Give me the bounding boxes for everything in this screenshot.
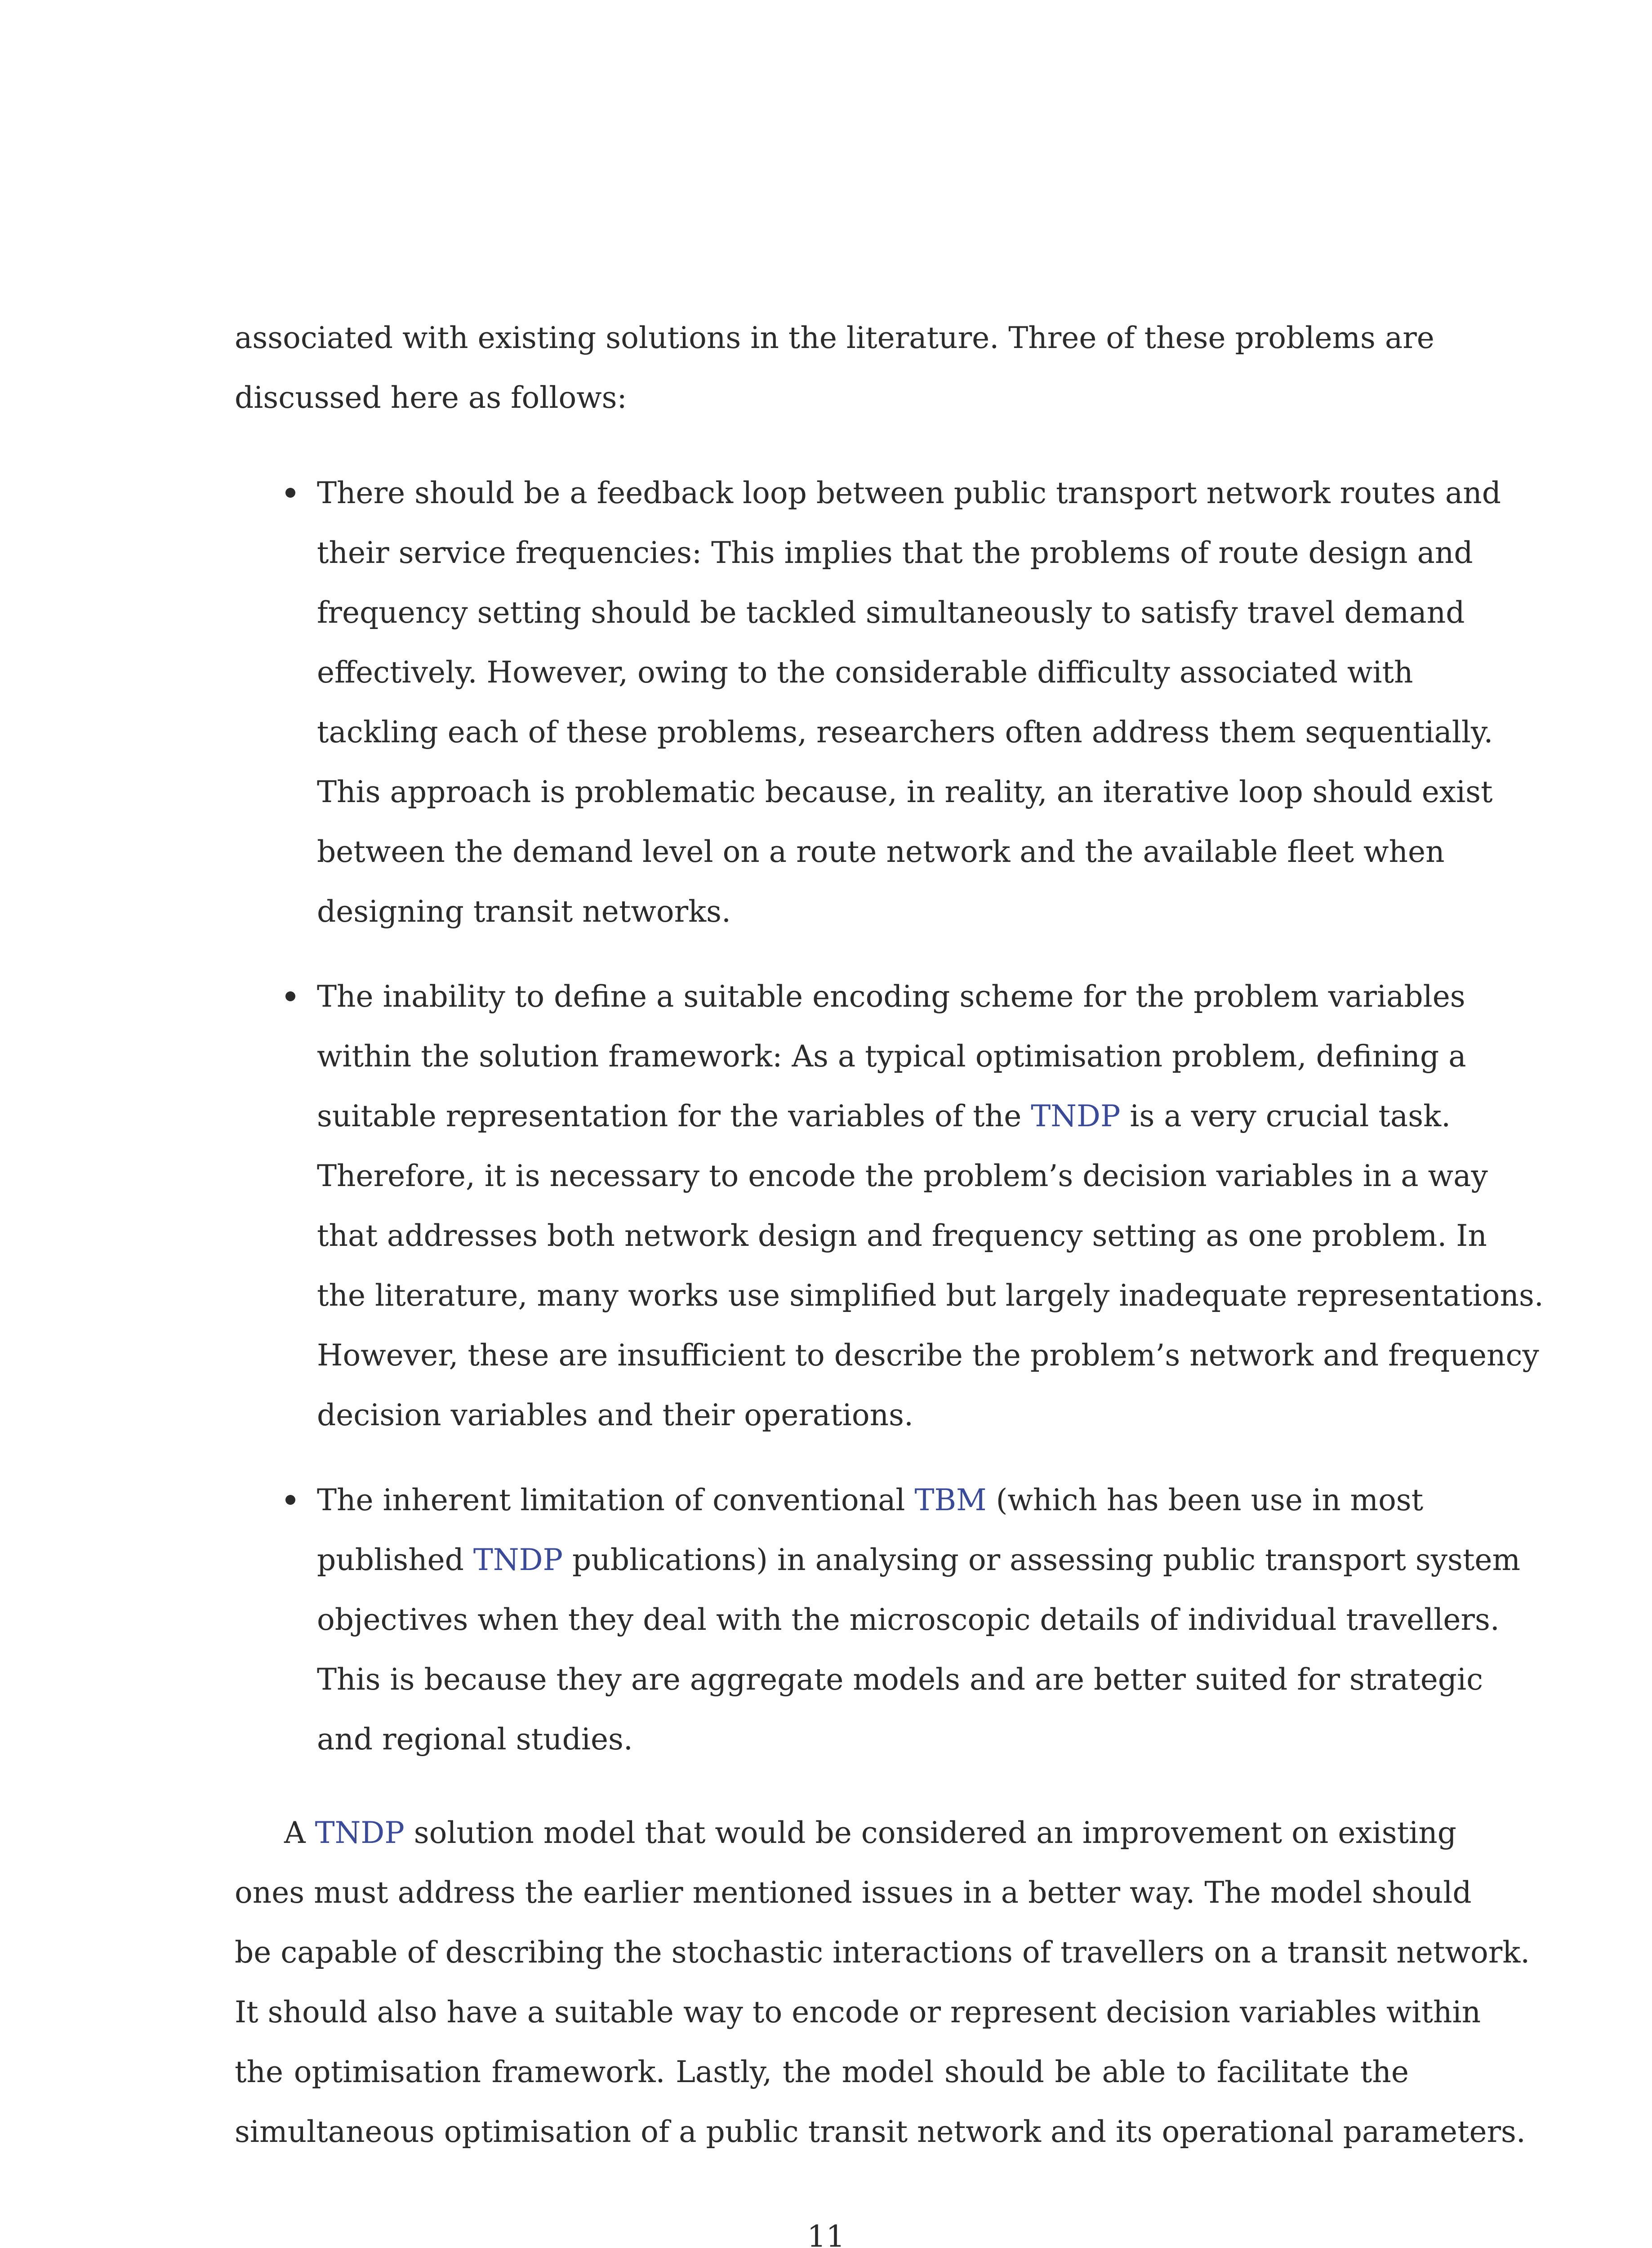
closing-paragraph [235, 1803, 1530, 2162]
acronym-link[interactable]: TNDP [315, 1815, 405, 1850]
bullet-icon [285, 488, 295, 498]
bullet-icon [285, 991, 295, 1001]
text-line: This approach is problematic because, in reality, an iterative loop should exist [317, 775, 1493, 809]
bullet-item [317, 967, 1544, 1445]
text-line: frequency setting should be tackled simultaneously to satisfy travel demand [317, 595, 1465, 630]
text-line: published TNDP publications) in analysing or assessing public transport system [317, 1543, 1521, 1577]
acronym-link[interactable]: TNDP [1031, 1099, 1121, 1133]
bullet-icon [285, 1495, 295, 1505]
text-line: suitable representation for the variables of the TNDP is a very crucial task. [317, 1099, 1451, 1133]
text-line: tackling each of these problems, researchers often address them sequentially. [317, 715, 1493, 749]
text-line: There should be a feedback loop between public transport network routes and [317, 476, 1501, 510]
text-line: objectives when they deal with the microscopic details of individual travellers. [317, 1602, 1500, 1637]
text-line: ones must address the earlier mentioned issues in a better way. The model should [235, 1875, 1472, 1910]
text-line: the literature, many works use simplified but largely inadequate representations. [317, 1278, 1544, 1313]
text-line: It should also have a suitable way to encode or represent decision variables within [235, 1995, 1481, 2029]
text-line: The inherent limitation of conventional TBM (which has been use in most [317, 1483, 1424, 1517]
bullet-item [317, 1470, 1521, 1769]
acronym-link[interactable]: TNDP [473, 1543, 563, 1577]
text-line: within the solution framework: As a typical optimisation problem, defining a [317, 1039, 1466, 1074]
text-line: designing transit networks. [317, 894, 731, 929]
text-line: and regional studies. [317, 1722, 633, 1757]
text-line: effectively. However, owing to the considerable difficulty associated with [317, 655, 1413, 690]
text-line: The inability to define a suitable encoding scheme for the problem variables [317, 979, 1465, 1014]
text-line: discussed here as follows: [235, 380, 627, 415]
text-line: A TNDP solution model that would be considered an improvement on existing [284, 1815, 1457, 1850]
text-line: However, these are insufficient to describe the problem’s network and frequency [317, 1338, 1539, 1373]
text-line: decision variables and their operations. [317, 1398, 913, 1432]
acronym-link[interactable]: TBM [914, 1483, 987, 1517]
page-number: 11 [807, 2219, 845, 2248]
text-line: be capable of describing the stochastic interactions of travellers on a transit network. [235, 1935, 1530, 1970]
text-line: associated with existing solutions in the literature. Three of these problems are [235, 321, 1434, 355]
text-line: their service frequencies: This implies that the problems of route design and [317, 535, 1473, 570]
text-line: the optimisation framework. Lastly, the model should be able to facilitate the [235, 2055, 1409, 2089]
bullet-item [317, 463, 1501, 941]
intro-paragraph [235, 308, 1434, 428]
text-line: This is because they are aggregate models and are better suited for strategic [317, 1662, 1483, 1697]
text-line: between the demand level on a route network and the available fleet when [317, 834, 1445, 869]
text-line: that addresses both network design and frequency setting as one problem. In [317, 1218, 1487, 1253]
text-line: simultaneous optimisation of a public transit network and its operational parameters. [235, 2114, 1526, 2149]
text-line: Therefore, it is necessary to encode the problem’s decision variables in a way [317, 1159, 1488, 1193]
